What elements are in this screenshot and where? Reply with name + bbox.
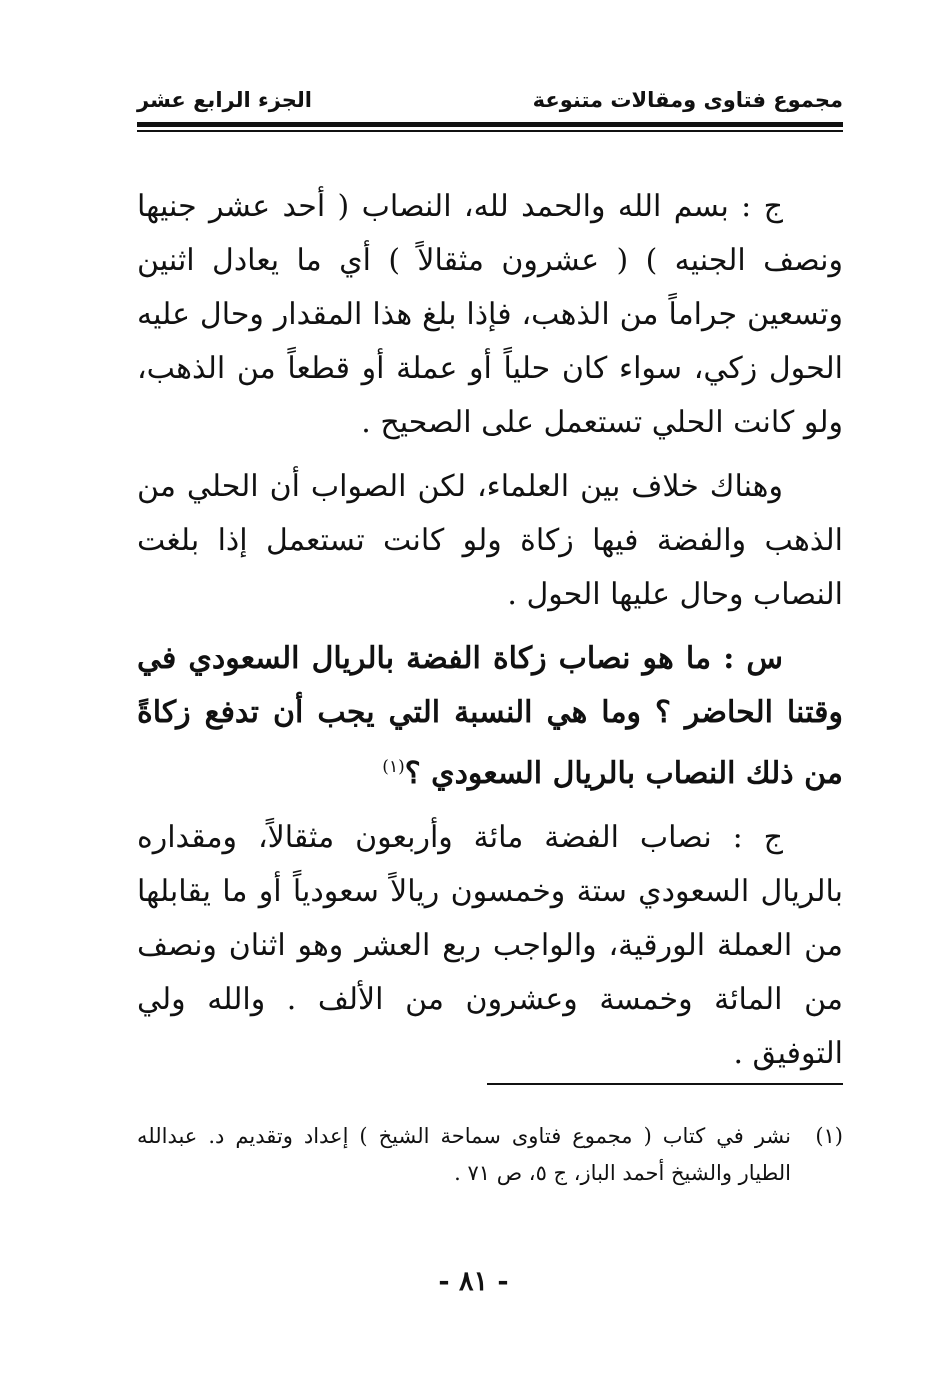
question-text: س : ما هو نصاب زكاة الفضة بالريال السعودي في وقتنا الحاضر ؟ وما هي النسبة التي يجب أن تدفع زكاةً من ذلك النصاب بالريال السعودي ؟ — [137, 641, 843, 791]
volume-label: الجزء الرابع عشر — [137, 88, 312, 112]
question-paragraph — [137, 632, 843, 801]
header-rule-thick — [137, 122, 843, 127]
footnote — [137, 1118, 843, 1192]
answer-paragraph-2: ج : نصاب الفضة مائة وأربعون مثقالاً، ومقداره بالريال السعودي ستة وخمسون ريالاً سعودياً أو ما يقابلها من العملة الورقية، والواجب ربع العشر وهو اثنان ونصف من المائة وخمسة وعشرون من الألف . والله ولي التوفيق . — [137, 820, 843, 1071]
book-title: مجموع فتاوى ومقالات متنوعة — [532, 88, 843, 112]
answer-paragraph-1: ج : بسم الله والحمد لله، النصاب ( أحد عشر جنيها ونصف الجنيه ) ( عشرون مثقالاً ) أي ما يعادل اثنين وتسعين جراماً من الذهب، فإذا بلغ هذا المقدار وحال عليه الحول زكي، سواء كان حلياً أو عملة أو قطعاً من الذهب، ولو كانت الحلي تستعمل على الصحيح . — [137, 189, 843, 440]
running-header — [137, 88, 843, 122]
footnote-text: نشر في كتاب ( مجموع فتاوى سماحة الشيخ ) إعداد وتقديم د. عبدالله الطيار والشيخ أحمد الباز، ج ٥، ص ٧١ . — [137, 1124, 791, 1185]
paragraph-2: وهناك خلاف بين العلماء، لكن الصواب أن الحلي من الذهب والفضة فيها زكاة ولو كانت تستعمل إذا بلغت النصاب وحال عليها الحول . — [137, 469, 843, 612]
body-text — [137, 180, 843, 1091]
footnote-reference: (١) — [382, 757, 405, 777]
footnote-marker: (١) — [815, 1124, 843, 1148]
page-number: - ٨١ - — [438, 1266, 509, 1297]
header-rule-thin — [137, 130, 843, 132]
footnote-separator — [487, 1083, 843, 1085]
